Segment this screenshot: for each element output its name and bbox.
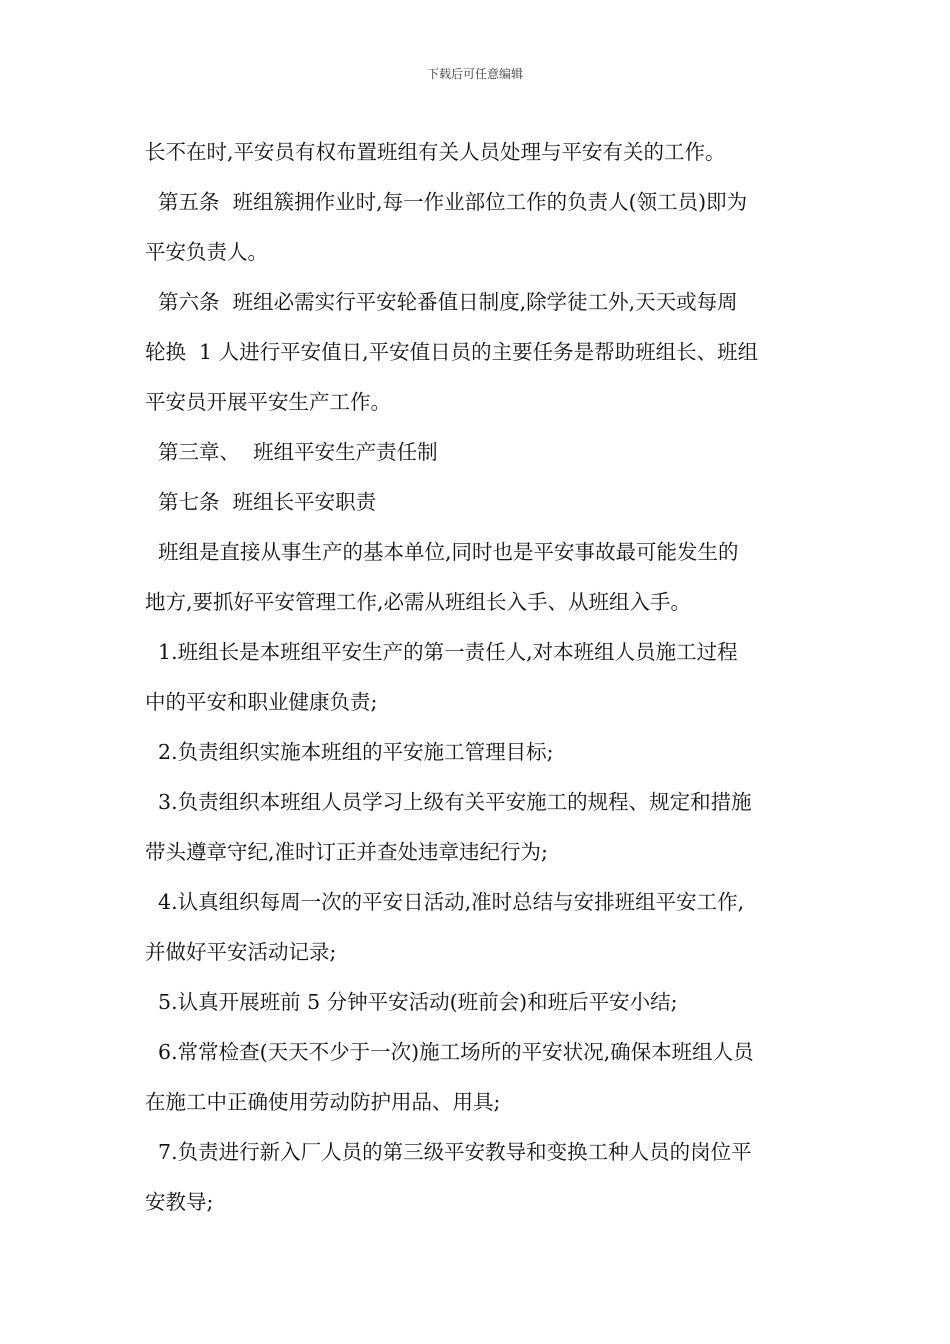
text-line: 平安负责人。 [145,240,268,264]
list-item: 5.认真开展班前 5 分钟平安活动(班前会)和班后平安小结; [145,990,678,1014]
text-line: 第六条 班组必需实行平安轮番值日制度,除学徒工外,天天或每周 [145,290,738,314]
article-heading: 第七条 班组长平安职责 [145,490,377,514]
list-item: 1.班组长是本班组平安生产的第一责任人,对本班组人员施工过程 [145,640,738,664]
list-item: 2.负责组织实施本班组的平安施工管理目标; [145,740,554,764]
text-line: 中的平安和职业健康负责; [145,690,378,714]
chapter-heading: 第三章、 班组平安生产责任制 [145,440,438,464]
text-line: 地方,要抓好平安管理工作,必需从班组长入手、从班组入手。 [145,590,692,614]
list-item: 7.负责进行新入厂人员的第三级平安教导和变换工种人员的岗位平 [145,1140,752,1164]
text-line: 第五条 班组簇拥作业时,每一作业部位工作的负责人(领工员)即为 [145,190,748,214]
text-line: 平安员开展平安生产工作。 [145,390,391,414]
text-line: 安教导; [145,1190,214,1214]
text-line: 班组是直接从事生产的基本单位,同时也是平安事故最可能发生的 [145,540,739,564]
text-line: 在施工中正确使用劳动防护用品、用具; [145,1090,501,1114]
document-body [145,127,810,1227]
page-header: 下载后可任意编辑 [426,67,523,81]
text-line: 长不在时,平安员有权布置班组有关人员处理与平安有关的工作。 [145,140,726,164]
text-line: 并做好平安活动记录; [145,940,337,964]
list-item: 4.认真组织每周一次的平安日活动,准时总结与安排班组平安工作, [145,890,745,914]
list-item: 6.常常检查(天天不少于一次)施工场所的平安状况,确保本班组人员 [145,1040,754,1064]
list-item: 3.负责组织本班组人员学习上级有关平安施工的规程、规定和措施 [145,790,752,814]
text-line: 轮换 1 人进行平安值日,平安值日员的主要任务是帮助班组长、班组 [145,340,759,364]
text-line: 带头遵章守纪,准时订正并查处违章违纪行为; [145,840,548,864]
